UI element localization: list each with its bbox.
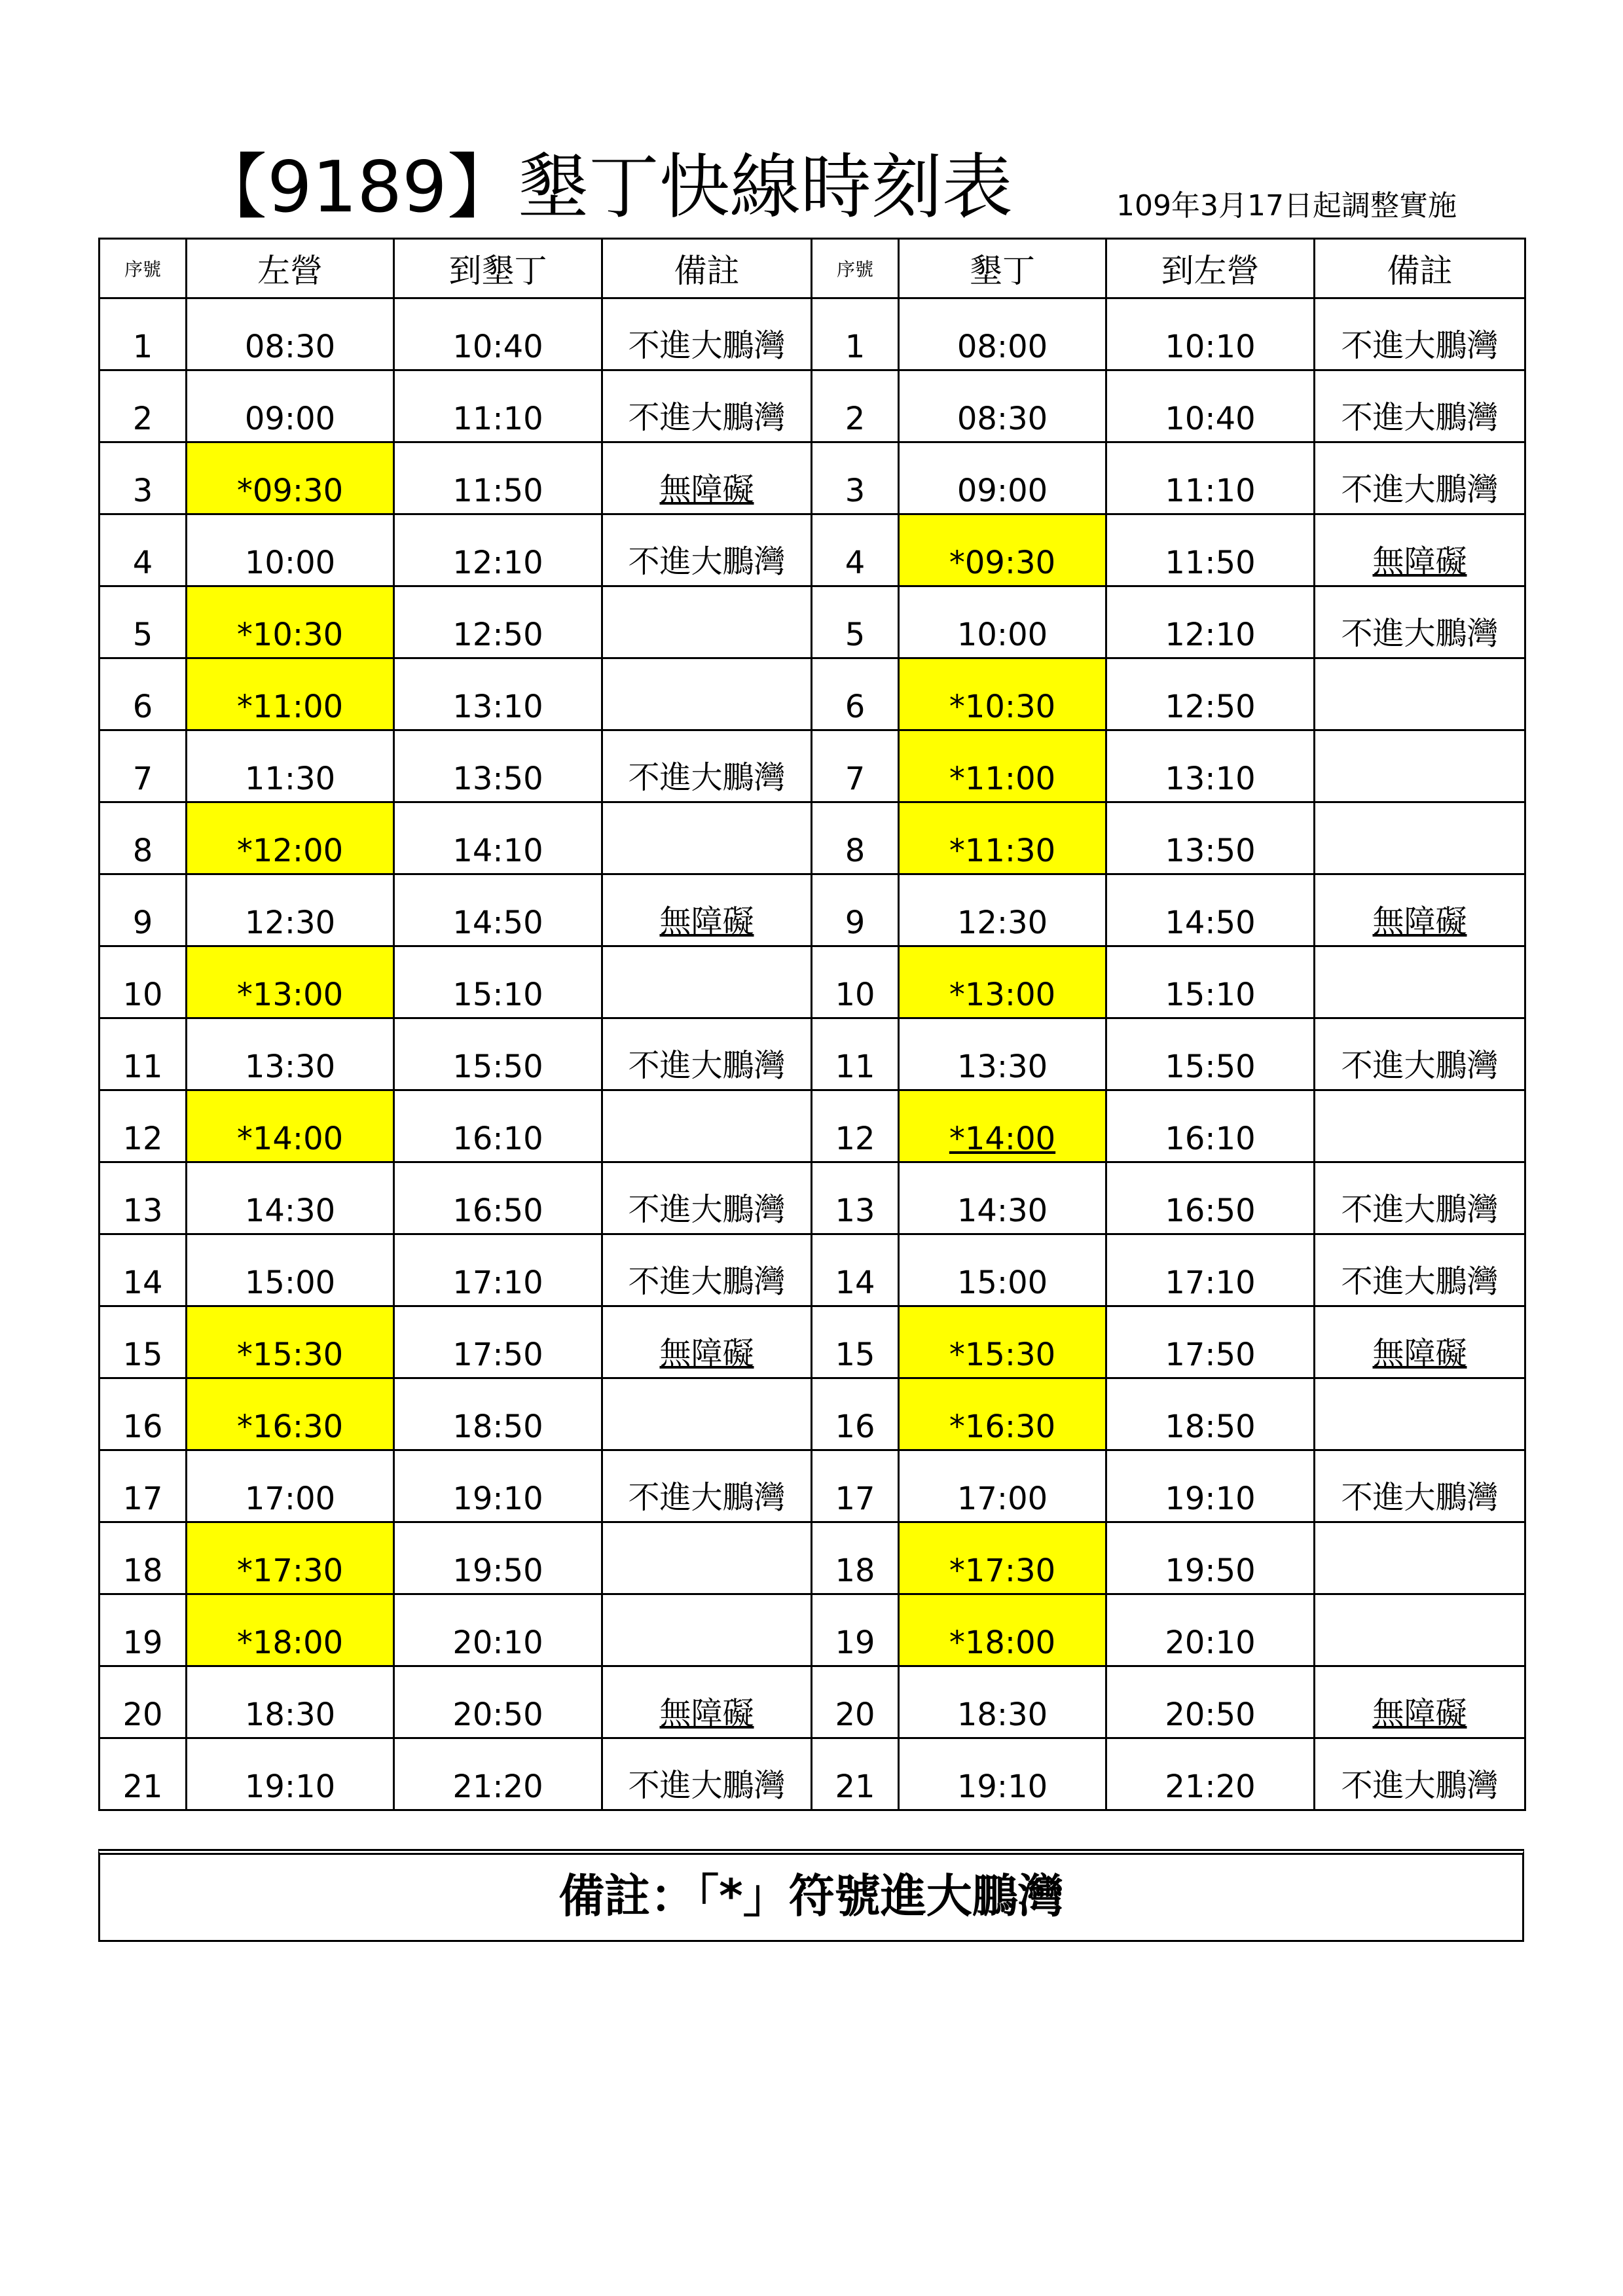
left-seq-cell: 1 xyxy=(100,298,187,370)
right-arrive-cell: 12:10 xyxy=(1106,586,1315,658)
right-note-cell: 不進大鵬灣 xyxy=(1315,442,1525,514)
left-seq-cell: 15 xyxy=(100,1306,187,1378)
right-arrive-cell: 16:10 xyxy=(1106,1090,1315,1162)
right-seq-cell: 10 xyxy=(812,946,899,1018)
right-note-cell xyxy=(1315,658,1525,730)
table-row xyxy=(100,1234,1525,1306)
right-depart-cell: 09:00 xyxy=(899,442,1106,514)
left-seq-cell: 7 xyxy=(100,730,187,802)
right-note-cell: 不進大鵬灣 xyxy=(1315,370,1525,442)
header-arrive-zuoying: 到左營 xyxy=(1106,239,1315,298)
left-note-cell xyxy=(602,586,812,658)
right-depart-cell: 13:30 xyxy=(899,1018,1106,1090)
table-row xyxy=(100,1522,1525,1594)
right-arrive-cell: 11:10 xyxy=(1106,442,1315,514)
right-depart-cell: *14:00 xyxy=(899,1090,1106,1162)
left-arrive-cell: 19:10 xyxy=(394,1450,602,1522)
right-seq-cell: 19 xyxy=(812,1594,899,1666)
right-depart-cell: *13:00 xyxy=(899,946,1106,1018)
right-depart-cell: 19:10 xyxy=(899,1738,1106,1810)
left-seq-cell: 2 xyxy=(100,370,187,442)
left-arrive-cell: 15:10 xyxy=(394,946,602,1018)
table-row xyxy=(100,874,1525,946)
left-arrive-cell: 13:10 xyxy=(394,658,602,730)
left-seq-cell: 20 xyxy=(100,1666,187,1738)
left-note-cell xyxy=(602,1594,812,1666)
left-depart-cell: *10:30 xyxy=(187,586,394,658)
left-seq-cell: 14 xyxy=(100,1234,187,1306)
left-arrive-cell: 16:50 xyxy=(394,1162,602,1234)
right-depart-cell: *18:00 xyxy=(899,1594,1106,1666)
header-seq-right: 序號 xyxy=(812,239,899,298)
left-note-cell xyxy=(602,1522,812,1594)
right-arrive-cell: 10:10 xyxy=(1106,298,1315,370)
left-depart-cell: *09:30 xyxy=(187,442,394,514)
header-note-left: 備註 xyxy=(602,239,812,298)
left-note-cell: 不進大鵬灣 xyxy=(602,1450,812,1522)
right-note-cell: 無障礙 xyxy=(1315,1666,1525,1738)
right-depart-cell: 08:30 xyxy=(899,370,1106,442)
left-arrive-cell: 11:10 xyxy=(394,370,602,442)
left-seq-cell: 17 xyxy=(100,1450,187,1522)
left-note-cell xyxy=(602,946,812,1018)
right-seq-cell: 16 xyxy=(812,1378,899,1450)
effective-date: 109年3月17日起調整實施 xyxy=(1116,189,1457,223)
right-arrive-cell: 13:10 xyxy=(1106,730,1315,802)
left-depart-cell: 14:30 xyxy=(187,1162,394,1234)
left-depart-cell: 18:30 xyxy=(187,1666,394,1738)
left-arrive-cell: 16:10 xyxy=(394,1090,602,1162)
left-depart-cell: *15:30 xyxy=(187,1306,394,1378)
left-arrive-cell: 11:50 xyxy=(394,442,602,514)
right-note-cell: 無障礙 xyxy=(1315,514,1525,586)
left-arrive-cell: 13:50 xyxy=(394,730,602,802)
left-note-cell: 不進大鵬灣 xyxy=(602,1234,812,1306)
left-arrive-cell: 21:20 xyxy=(394,1738,602,1810)
left-depart-cell: 08:30 xyxy=(187,298,394,370)
page-title: 【9189】墾丁快線時刻表 xyxy=(196,147,1013,228)
left-depart-cell: *16:30 xyxy=(187,1378,394,1450)
right-depart-cell: 18:30 xyxy=(899,1666,1106,1738)
left-depart-cell: *17:30 xyxy=(187,1522,394,1594)
left-seq-cell: 21 xyxy=(100,1738,187,1810)
left-arrive-cell: 14:10 xyxy=(394,802,602,874)
left-arrive-cell: 20:50 xyxy=(394,1666,602,1738)
left-note-cell: 不進大鵬灣 xyxy=(602,1162,812,1234)
left-seq-cell: 12 xyxy=(100,1090,187,1162)
left-arrive-cell: 19:50 xyxy=(394,1522,602,1594)
right-arrive-cell: 15:50 xyxy=(1106,1018,1315,1090)
header-arrive-kenting: 到墾丁 xyxy=(394,239,602,298)
left-depart-cell: 13:30 xyxy=(187,1018,394,1090)
right-note-cell xyxy=(1315,730,1525,802)
left-note-cell: 不進大鵬灣 xyxy=(602,1738,812,1810)
right-note-cell: 不進大鵬灣 xyxy=(1315,586,1525,658)
table-row xyxy=(100,442,1525,514)
right-seq-cell: 18 xyxy=(812,1522,899,1594)
right-arrive-cell: 19:10 xyxy=(1106,1450,1315,1522)
right-arrive-cell: 19:50 xyxy=(1106,1522,1315,1594)
header-note-right: 備註 xyxy=(1315,239,1525,298)
left-depart-cell: 15:00 xyxy=(187,1234,394,1306)
right-note-cell: 不進大鵬灣 xyxy=(1315,1450,1525,1522)
left-note-cell: 不進大鵬灣 xyxy=(602,730,812,802)
right-depart-cell: *16:30 xyxy=(899,1378,1106,1450)
right-arrive-cell: 20:50 xyxy=(1106,1666,1315,1738)
table-header-row xyxy=(100,239,1525,298)
right-arrive-cell: 17:50 xyxy=(1106,1306,1315,1378)
left-note-cell: 無障礙 xyxy=(602,874,812,946)
left-arrive-cell: 12:50 xyxy=(394,586,602,658)
right-depart-cell: 15:00 xyxy=(899,1234,1106,1306)
left-depart-cell: 19:10 xyxy=(187,1738,394,1810)
right-note-cell xyxy=(1315,1594,1525,1666)
table-row xyxy=(100,946,1525,1018)
left-arrive-cell: 17:10 xyxy=(394,1234,602,1306)
left-seq-cell: 19 xyxy=(100,1594,187,1666)
right-note-cell: 不進大鵬灣 xyxy=(1315,1234,1525,1306)
right-arrive-cell: 14:50 xyxy=(1106,874,1315,946)
right-seq-cell: 21 xyxy=(812,1738,899,1810)
right-depart-cell: *11:30 xyxy=(899,802,1106,874)
left-note-cell: 無障礙 xyxy=(602,1666,812,1738)
table-row xyxy=(100,730,1525,802)
left-note-cell: 不進大鵬灣 xyxy=(602,370,812,442)
table-row xyxy=(100,370,1525,442)
right-seq-cell: 20 xyxy=(812,1666,899,1738)
table-row xyxy=(100,1450,1525,1522)
left-note-cell: 無障礙 xyxy=(602,1306,812,1378)
right-note-cell xyxy=(1315,1090,1525,1162)
left-depart-cell: *12:00 xyxy=(187,802,394,874)
left-arrive-cell: 18:50 xyxy=(394,1378,602,1450)
left-depart-cell: 10:00 xyxy=(187,514,394,586)
right-seq-cell: 11 xyxy=(812,1018,899,1090)
right-note-cell: 不進大鵬灣 xyxy=(1315,1162,1525,1234)
right-seq-cell: 13 xyxy=(812,1162,899,1234)
left-seq-cell: 18 xyxy=(100,1522,187,1594)
right-depart-cell: *09:30 xyxy=(899,514,1106,586)
table-row xyxy=(100,1162,1525,1234)
table-row xyxy=(100,1738,1525,1810)
right-seq-cell: 1 xyxy=(812,298,899,370)
right-seq-cell: 8 xyxy=(812,802,899,874)
right-depart-cell: *17:30 xyxy=(899,1522,1106,1594)
table-row xyxy=(100,1378,1525,1450)
table-row xyxy=(100,514,1525,586)
right-seq-cell: 17 xyxy=(812,1450,899,1522)
right-arrive-cell: 13:50 xyxy=(1106,802,1315,874)
right-arrive-cell: 16:50 xyxy=(1106,1162,1315,1234)
right-note-cell: 無障礙 xyxy=(1315,1306,1525,1378)
right-arrive-cell: 20:10 xyxy=(1106,1594,1315,1666)
right-arrive-cell: 10:40 xyxy=(1106,370,1315,442)
right-arrive-cell: 11:50 xyxy=(1106,514,1315,586)
table-row xyxy=(100,1666,1525,1738)
right-depart-cell: *15:30 xyxy=(899,1306,1106,1378)
right-depart-cell: *11:00 xyxy=(899,730,1106,802)
right-seq-cell: 7 xyxy=(812,730,899,802)
left-depart-cell: *13:00 xyxy=(187,946,394,1018)
left-seq-cell: 4 xyxy=(100,514,187,586)
right-seq-cell: 2 xyxy=(812,370,899,442)
left-seq-cell: 9 xyxy=(100,874,187,946)
left-depart-cell: 17:00 xyxy=(187,1450,394,1522)
left-depart-cell: *18:00 xyxy=(187,1594,394,1666)
right-depart-cell: 08:00 xyxy=(899,298,1106,370)
right-depart-cell: 12:30 xyxy=(899,874,1106,946)
left-seq-cell: 3 xyxy=(100,442,187,514)
right-arrive-cell: 12:50 xyxy=(1106,658,1315,730)
right-seq-cell: 6 xyxy=(812,658,899,730)
left-seq-cell: 6 xyxy=(100,658,187,730)
left-seq-cell: 11 xyxy=(100,1018,187,1090)
right-seq-cell: 5 xyxy=(812,586,899,658)
right-depart-cell: 14:30 xyxy=(899,1162,1106,1234)
right-seq-cell: 12 xyxy=(812,1090,899,1162)
left-arrive-cell: 20:10 xyxy=(394,1594,602,1666)
table-row xyxy=(100,1018,1525,1090)
left-depart-cell: *14:00 xyxy=(187,1090,394,1162)
header-depart-zuoying: 左營 xyxy=(187,239,394,298)
header-depart-kenting: 墾丁 xyxy=(899,239,1106,298)
left-note-cell: 不進大鵬灣 xyxy=(602,514,812,586)
left-seq-cell: 5 xyxy=(100,586,187,658)
footer-note: 備註：「*」符號進大鵬灣 xyxy=(98,1849,1524,1942)
left-note-cell xyxy=(602,1090,812,1162)
left-arrive-cell: 14:50 xyxy=(394,874,602,946)
right-note-cell: 不進大鵬灣 xyxy=(1315,1018,1525,1090)
table-row xyxy=(100,298,1525,370)
table-row xyxy=(100,802,1525,874)
left-arrive-cell: 17:50 xyxy=(394,1306,602,1378)
left-depart-cell: 11:30 xyxy=(187,730,394,802)
left-note-cell: 不進大鵬灣 xyxy=(602,1018,812,1090)
right-note-cell: 不進大鵬灣 xyxy=(1315,298,1525,370)
right-seq-cell: 14 xyxy=(812,1234,899,1306)
right-seq-cell: 4 xyxy=(812,514,899,586)
table-row xyxy=(100,1306,1525,1378)
left-note-cell: 無障礙 xyxy=(602,442,812,514)
right-arrive-cell: 18:50 xyxy=(1106,1378,1315,1450)
right-note-cell xyxy=(1315,802,1525,874)
right-note-cell: 不進大鵬灣 xyxy=(1315,1738,1525,1810)
left-arrive-cell: 12:10 xyxy=(394,514,602,586)
right-seq-cell: 15 xyxy=(812,1306,899,1378)
left-seq-cell: 10 xyxy=(100,946,187,1018)
header-seq-left: 序號 xyxy=(100,239,187,298)
left-depart-cell: 12:30 xyxy=(187,874,394,946)
timetable xyxy=(98,238,1526,1811)
right-depart-cell: 17:00 xyxy=(899,1450,1106,1522)
table-row xyxy=(100,1594,1525,1666)
right-depart-cell: *10:30 xyxy=(899,658,1106,730)
left-note-cell xyxy=(602,802,812,874)
left-seq-cell: 8 xyxy=(100,802,187,874)
table-row xyxy=(100,586,1525,658)
right-arrive-cell: 21:20 xyxy=(1106,1738,1315,1810)
left-seq-cell: 13 xyxy=(100,1162,187,1234)
right-arrive-cell: 15:10 xyxy=(1106,946,1315,1018)
right-note-cell: 無障礙 xyxy=(1315,874,1525,946)
right-seq-cell: 9 xyxy=(812,874,899,946)
table-row xyxy=(100,1090,1525,1162)
right-seq-cell: 3 xyxy=(812,442,899,514)
left-seq-cell: 16 xyxy=(100,1378,187,1450)
left-note-cell: 不進大鵬灣 xyxy=(602,298,812,370)
right-note-cell xyxy=(1315,946,1525,1018)
left-note-cell xyxy=(602,658,812,730)
left-note-cell xyxy=(602,1378,812,1450)
left-arrive-cell: 15:50 xyxy=(394,1018,602,1090)
right-arrive-cell: 17:10 xyxy=(1106,1234,1315,1306)
table-row xyxy=(100,658,1525,730)
left-depart-cell: 09:00 xyxy=(187,370,394,442)
left-arrive-cell: 10:40 xyxy=(394,298,602,370)
right-note-cell xyxy=(1315,1378,1525,1450)
right-depart-cell: 10:00 xyxy=(899,586,1106,658)
right-note-cell xyxy=(1315,1522,1525,1594)
left-depart-cell: *11:00 xyxy=(187,658,394,730)
